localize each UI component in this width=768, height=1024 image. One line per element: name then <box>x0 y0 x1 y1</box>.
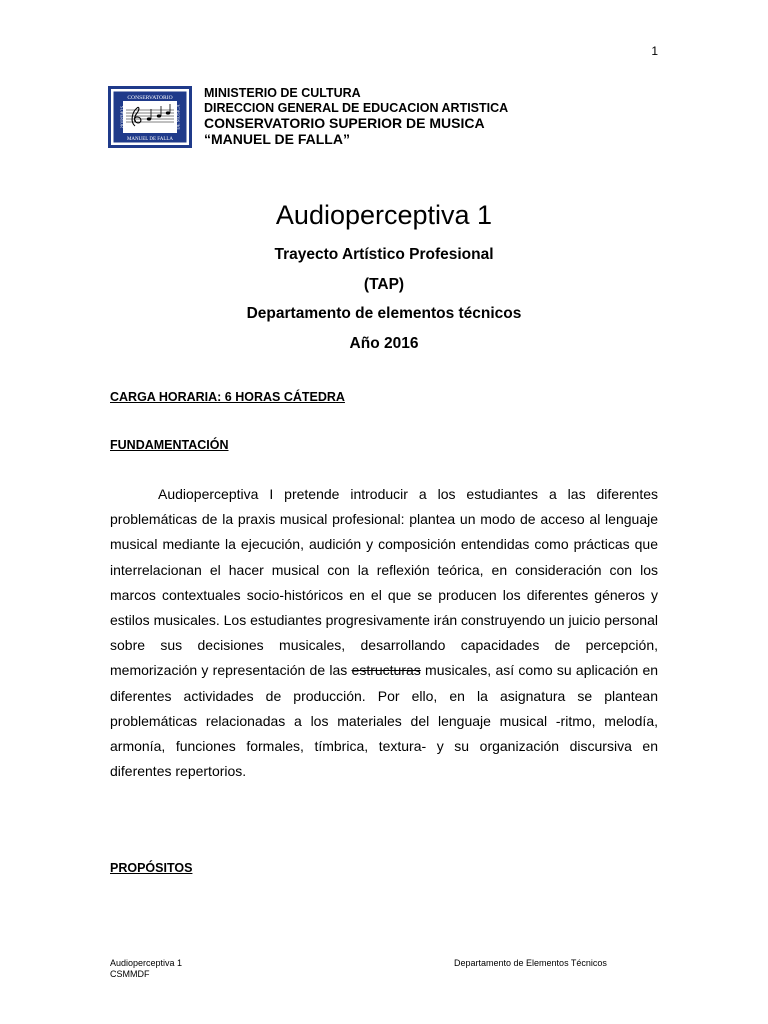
fundamentacion-paragraph <box>110 482 658 784</box>
propositos-heading: PROPÓSITOS <box>110 861 193 875</box>
struck-word: estructuras <box>351 662 421 679</box>
header-ministry: MINISTERIO DE CULTURA <box>204 86 361 100</box>
footer-course-name: Audioperceptiva 1 <box>110 958 183 968</box>
logo-text-top: CONSERVATORIO <box>127 95 173 101</box>
header-manuel-de-falla: “MANUEL DE FALLA” <box>204 131 350 147</box>
institution-header <box>204 86 508 148</box>
conservatory-logo <box>108 86 192 148</box>
footer-left <box>110 958 182 980</box>
subtitle-tap: (TAP) <box>363 276 405 293</box>
fundamentacion-heading: FUNDAMENTACIÓN <box>110 438 229 452</box>
header-conservatory: CONSERVATORIO SUPERIOR DE MUSICA <box>204 115 485 131</box>
footer-department: Departamento de Elementos Técnicos <box>454 958 607 968</box>
logo-text-right: DE MUSICA <box>175 104 181 130</box>
carga-horaria-heading: CARGA HORARIA: 6 HORAS CÁTEDRA <box>110 390 345 404</box>
page-number: 1 <box>651 44 658 58</box>
subtitle-year: Año 2016 <box>349 335 419 352</box>
footer-institution-code: CSMMDF <box>110 969 150 979</box>
paragraph-text-end: musicales, así como su aplicación en diferentes actividades de producción. Por ello, en la asignatura se plantean problemáticas relacionadas a los materiales del lenguaje musical -ritmo, melodía, armonía, funciones formales, tímbrica, textura- y su organización discursiva en diferentes repertorios. <box>110 662 659 780</box>
header-direction: DIRECCION GENERAL DE EDUCACION ARTISTICA <box>204 101 509 115</box>
logo-text-left: SUPERIOR <box>119 105 125 129</box>
subtitle-departamento: Departamento de elementos técnicos <box>246 305 522 322</box>
subtitle-trayecto: Trayecto Artístico Profesional <box>274 246 494 263</box>
logo-text-bottom: MANUEL DE FALLA <box>126 137 174 142</box>
document-title: Audioperceptiva 1 <box>275 200 493 230</box>
paragraph-text-start: Audioperceptiva I pretende introducir a los estudiantes a las diferentes problemáticas de la praxis musical profesional: plantea un modo de acceso al lenguaje musical mediante la ejecución, audición y composición entendidas como prácticas que interrelacionan el hacer musical con la reflexión teórica, en consideración con los marcos contextuales socio-históricos en el que se producen los diferentes géneros y estilos musicales. Los estudiantes progresivamente irán construyendo un juicio personal sobre sus decisiones musicales, desarrollando capacidades de percepción, memorización y representación de las <box>110 486 658 679</box>
